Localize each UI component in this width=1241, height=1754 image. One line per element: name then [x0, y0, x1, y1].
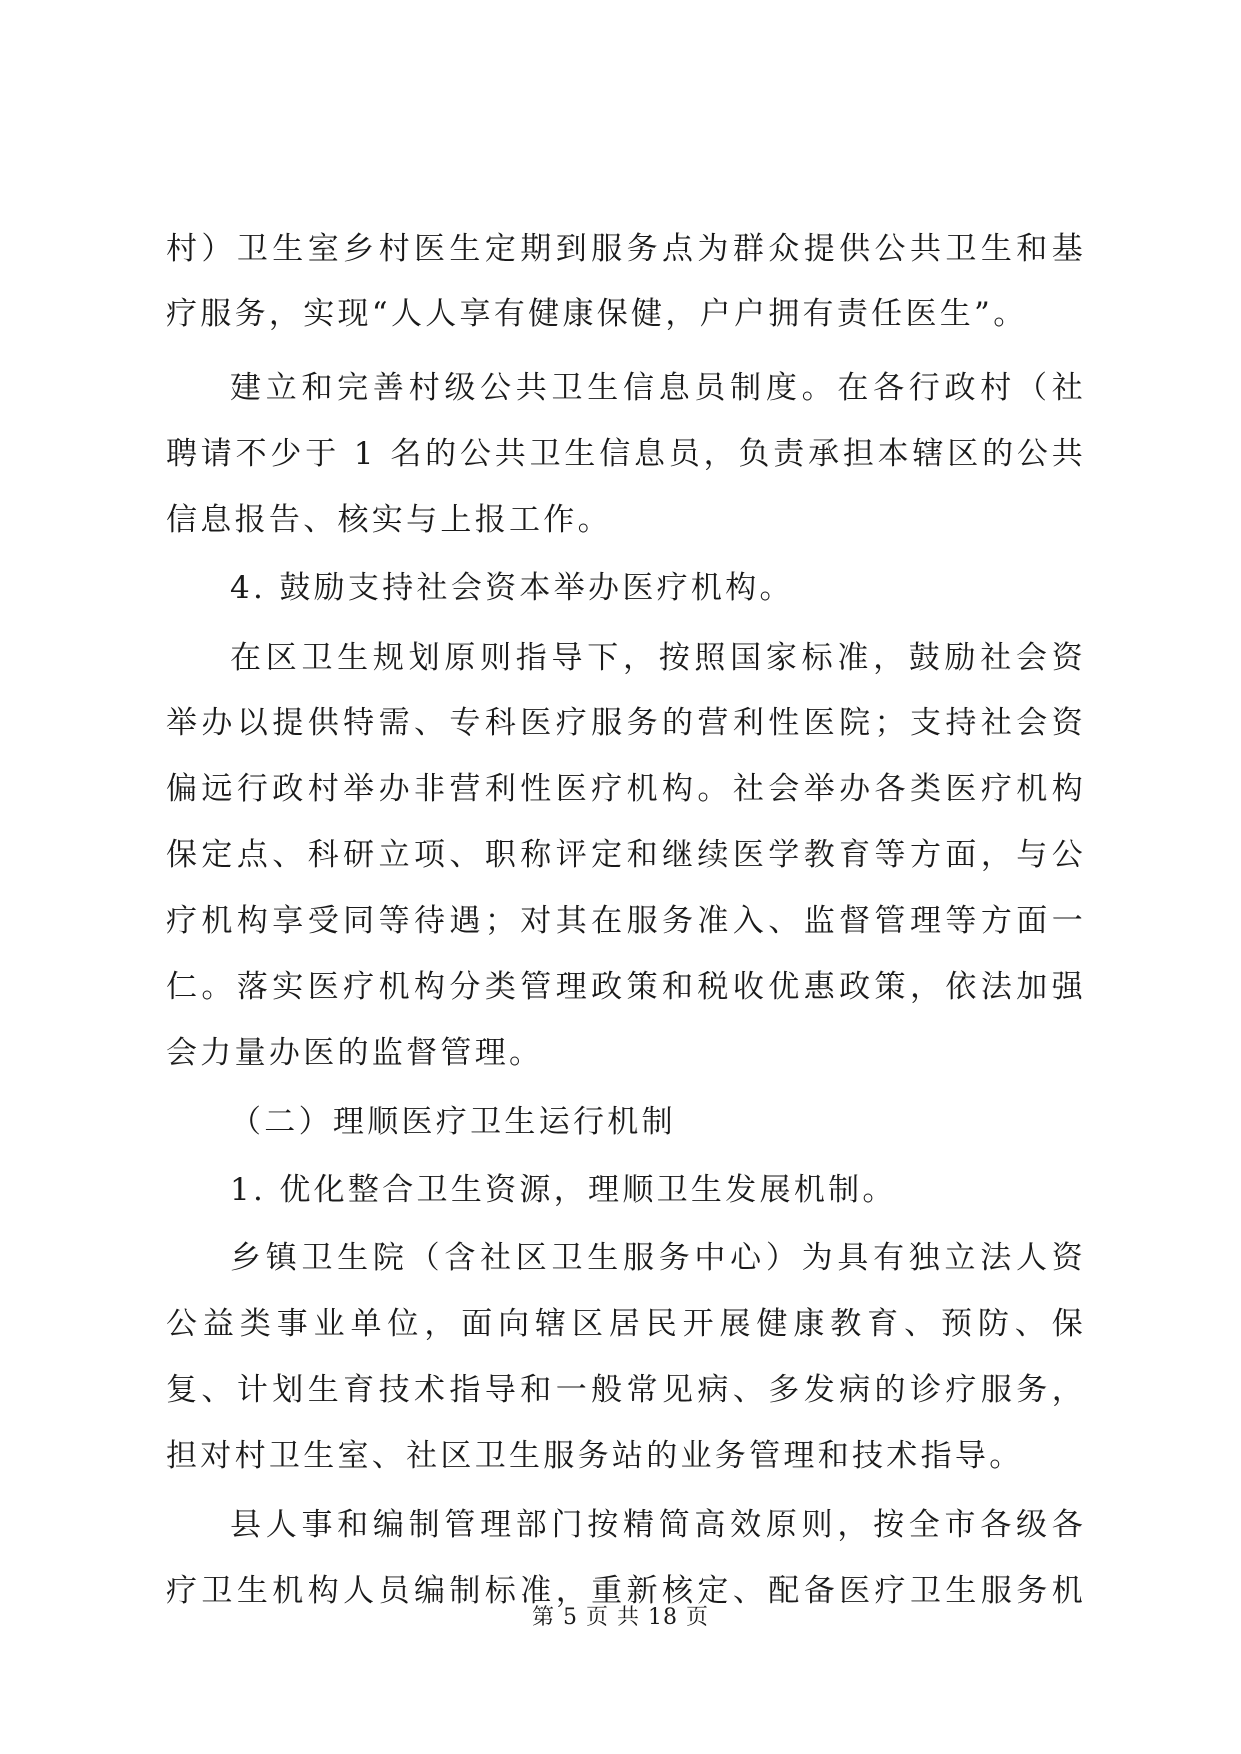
body-line: 仁。落实医疗机构分类管理政策和税收优惠政策，依法加强	[166, 969, 1086, 1005]
body-line: 担对村卫生室、社区卫生服务站的业务管理和技术指导。	[166, 1438, 1024, 1474]
body-line: 疗机构享受同等待遇；对其在服务准入、监督管理等方面一	[166, 903, 1086, 939]
section-heading: 4. 鼓励支持社会资本举办医疗机构。	[230, 570, 794, 606]
body-line: 保定点、科研立项、职称评定和继续医学教育等方面，与公	[166, 837, 1086, 873]
body-line: 公益类事业单位，面向辖区居民开展健康教育、预防、保	[166, 1306, 1086, 1342]
section-heading: （二）理顺医疗卫生运行机制	[230, 1104, 676, 1140]
body-line: 疗服务，实现“人人享有健康保健，户户拥有责任医生”。	[166, 296, 1028, 332]
body-line: 聘请不少于 1 名的公共卫生信息员，负责承担本辖区的公共	[166, 436, 1086, 472]
paragraph-line: 建立和完善村级公共卫生信息员制度。在各行政村（社	[230, 370, 1086, 406]
body-line: 举办以提供特需、专科医疗服务的营利性医院；支持社会资	[166, 705, 1086, 741]
body-line: 会力量办医的监督管理。	[166, 1035, 544, 1071]
body-line: 复、计划生育技术指导和一般常见病、多发病的诊疗服务，	[166, 1372, 1086, 1408]
body-line: 偏远行政村举办非营利性医疗机构。社会举办各类医疗机构	[166, 771, 1086, 807]
body-line: 村）卫生室乡村医生定期到服务点为群众提供公共卫生和基	[166, 231, 1086, 267]
paragraph-line: 县人事和编制管理部门按精简高效原则，按全市各级各	[230, 1507, 1086, 1543]
paragraph-line: 在区卫生规划原则指导下，按照国家标准，鼓励社会资	[230, 640, 1086, 676]
body-line: 疗卫生机构人员编制标准，重新核定、配备医疗卫生服务机	[166, 1573, 1086, 1609]
page-number: 第 5 页 共 18 页	[532, 1605, 709, 1630]
paragraph-line: 乡镇卫生院（含社区卫生服务中心）为具有独立法人资	[230, 1240, 1086, 1276]
section-heading: 1. 优化整合卫生资源，理顺卫生发展机制。	[230, 1172, 897, 1208]
body-line: 信息报告、核实与上报工作。	[166, 502, 612, 538]
